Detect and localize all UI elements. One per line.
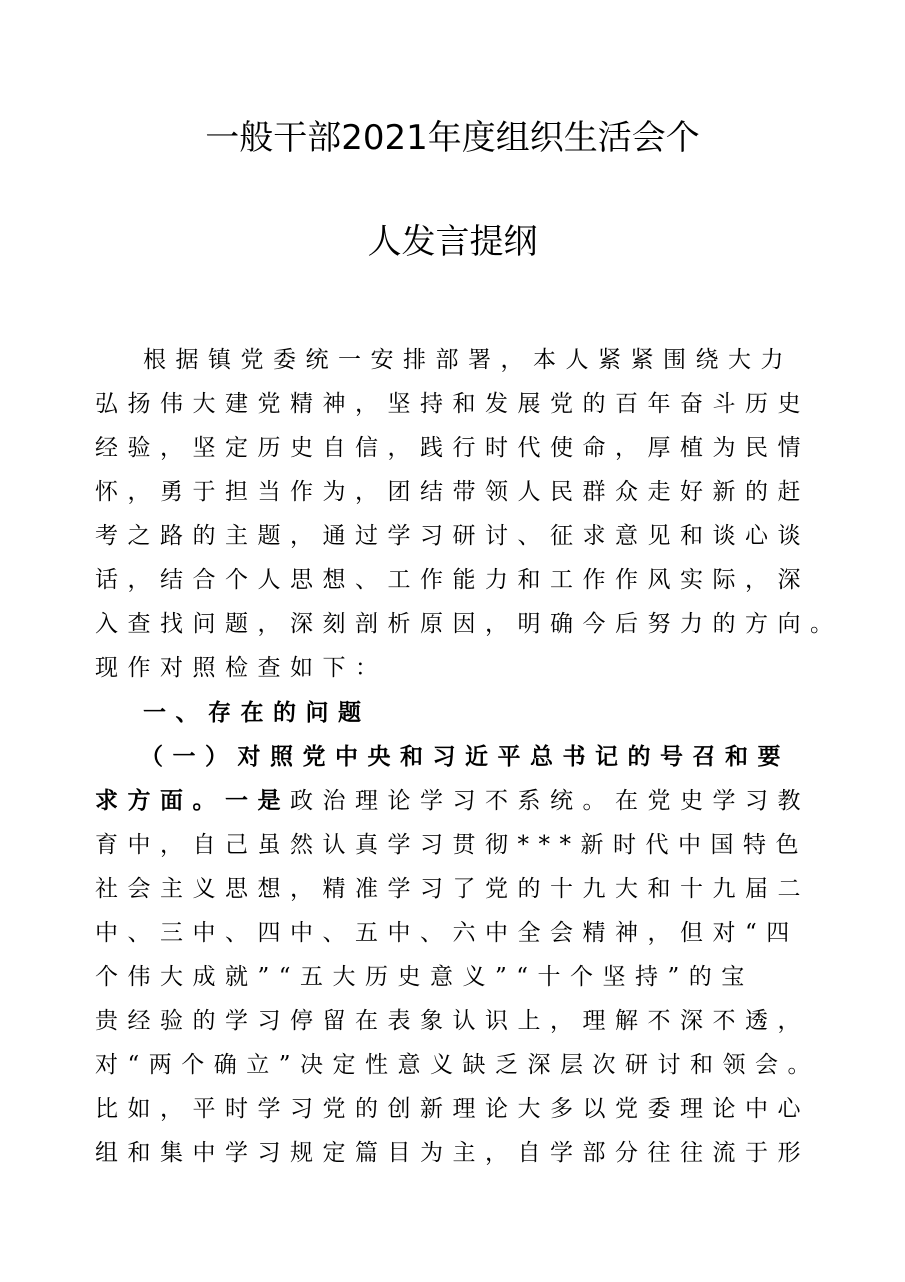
paragraph-line [95,786,810,816]
paragraph-line: 贵经验的学习停留在表象认识上，理解不深不透， [95,1008,810,1034]
subsection-heading-end: 求方面。 [95,787,225,814]
paragraph-line: 考之路的主题，通过学习研讨、征求意见和谈心谈 [95,523,810,549]
paragraph-line: 经验，坚定历史自信，践行时代使命，厚植为民情 [95,435,810,461]
paragraph-line: 中、三中、四中、五中、六中全会精神，但对“四 [95,920,799,946]
paragraph-line: 育中，自己虽然认真学习贯彻***新时代中国特色 [95,832,808,858]
paragraph-line: 组和集中学习规定篇目为主，自学部分往往流于形 [95,1140,810,1166]
subsection-heading: （一）对照党中央和习近平总书记的号召和要 [140,743,790,770]
paragraph-line: 个伟大成就”“五大历史意义”“十个坚持”的宝 [95,964,754,990]
point-text: 政治理论学习不系统。在党史学习教 [290,788,810,814]
document-title-line-1: 一般干部2021年度组织生活会个 [205,118,700,158]
paragraph-line: 社会主义思想，精准学习了党的十九大和十九届二 [95,876,810,902]
paragraph-line: 入查找问题，深刻剖析原因，明确今后努力的方向。 [95,611,843,637]
paragraph-line: 弘扬伟大建党精神，坚持和发展党的百年奋斗历史 [95,391,810,417]
section-heading: 一、存在的问题 [143,699,371,726]
paragraph-line: 根据镇党委统一安排部署，本人紧紧围绕大力 [143,347,793,373]
point-label: 一是 [225,787,290,814]
paragraph-line: 怀，勇于担当作为，团结带领人民群众走好新的赶 [95,479,810,505]
paragraph-line: 对“两个确立”决定性意义缺乏深层次研讨和领会。 [95,1052,821,1078]
paragraph-line: 比如，平时学习党的创新理论大多以党委理论中心 [95,1096,810,1122]
paragraph-line: 现作对照检查如下： [95,655,388,681]
document-title-line-2: 人发言提纲 [367,222,538,262]
paragraph-line: 话，结合个人思想、工作能力和工作作风实际，深 [95,567,810,593]
